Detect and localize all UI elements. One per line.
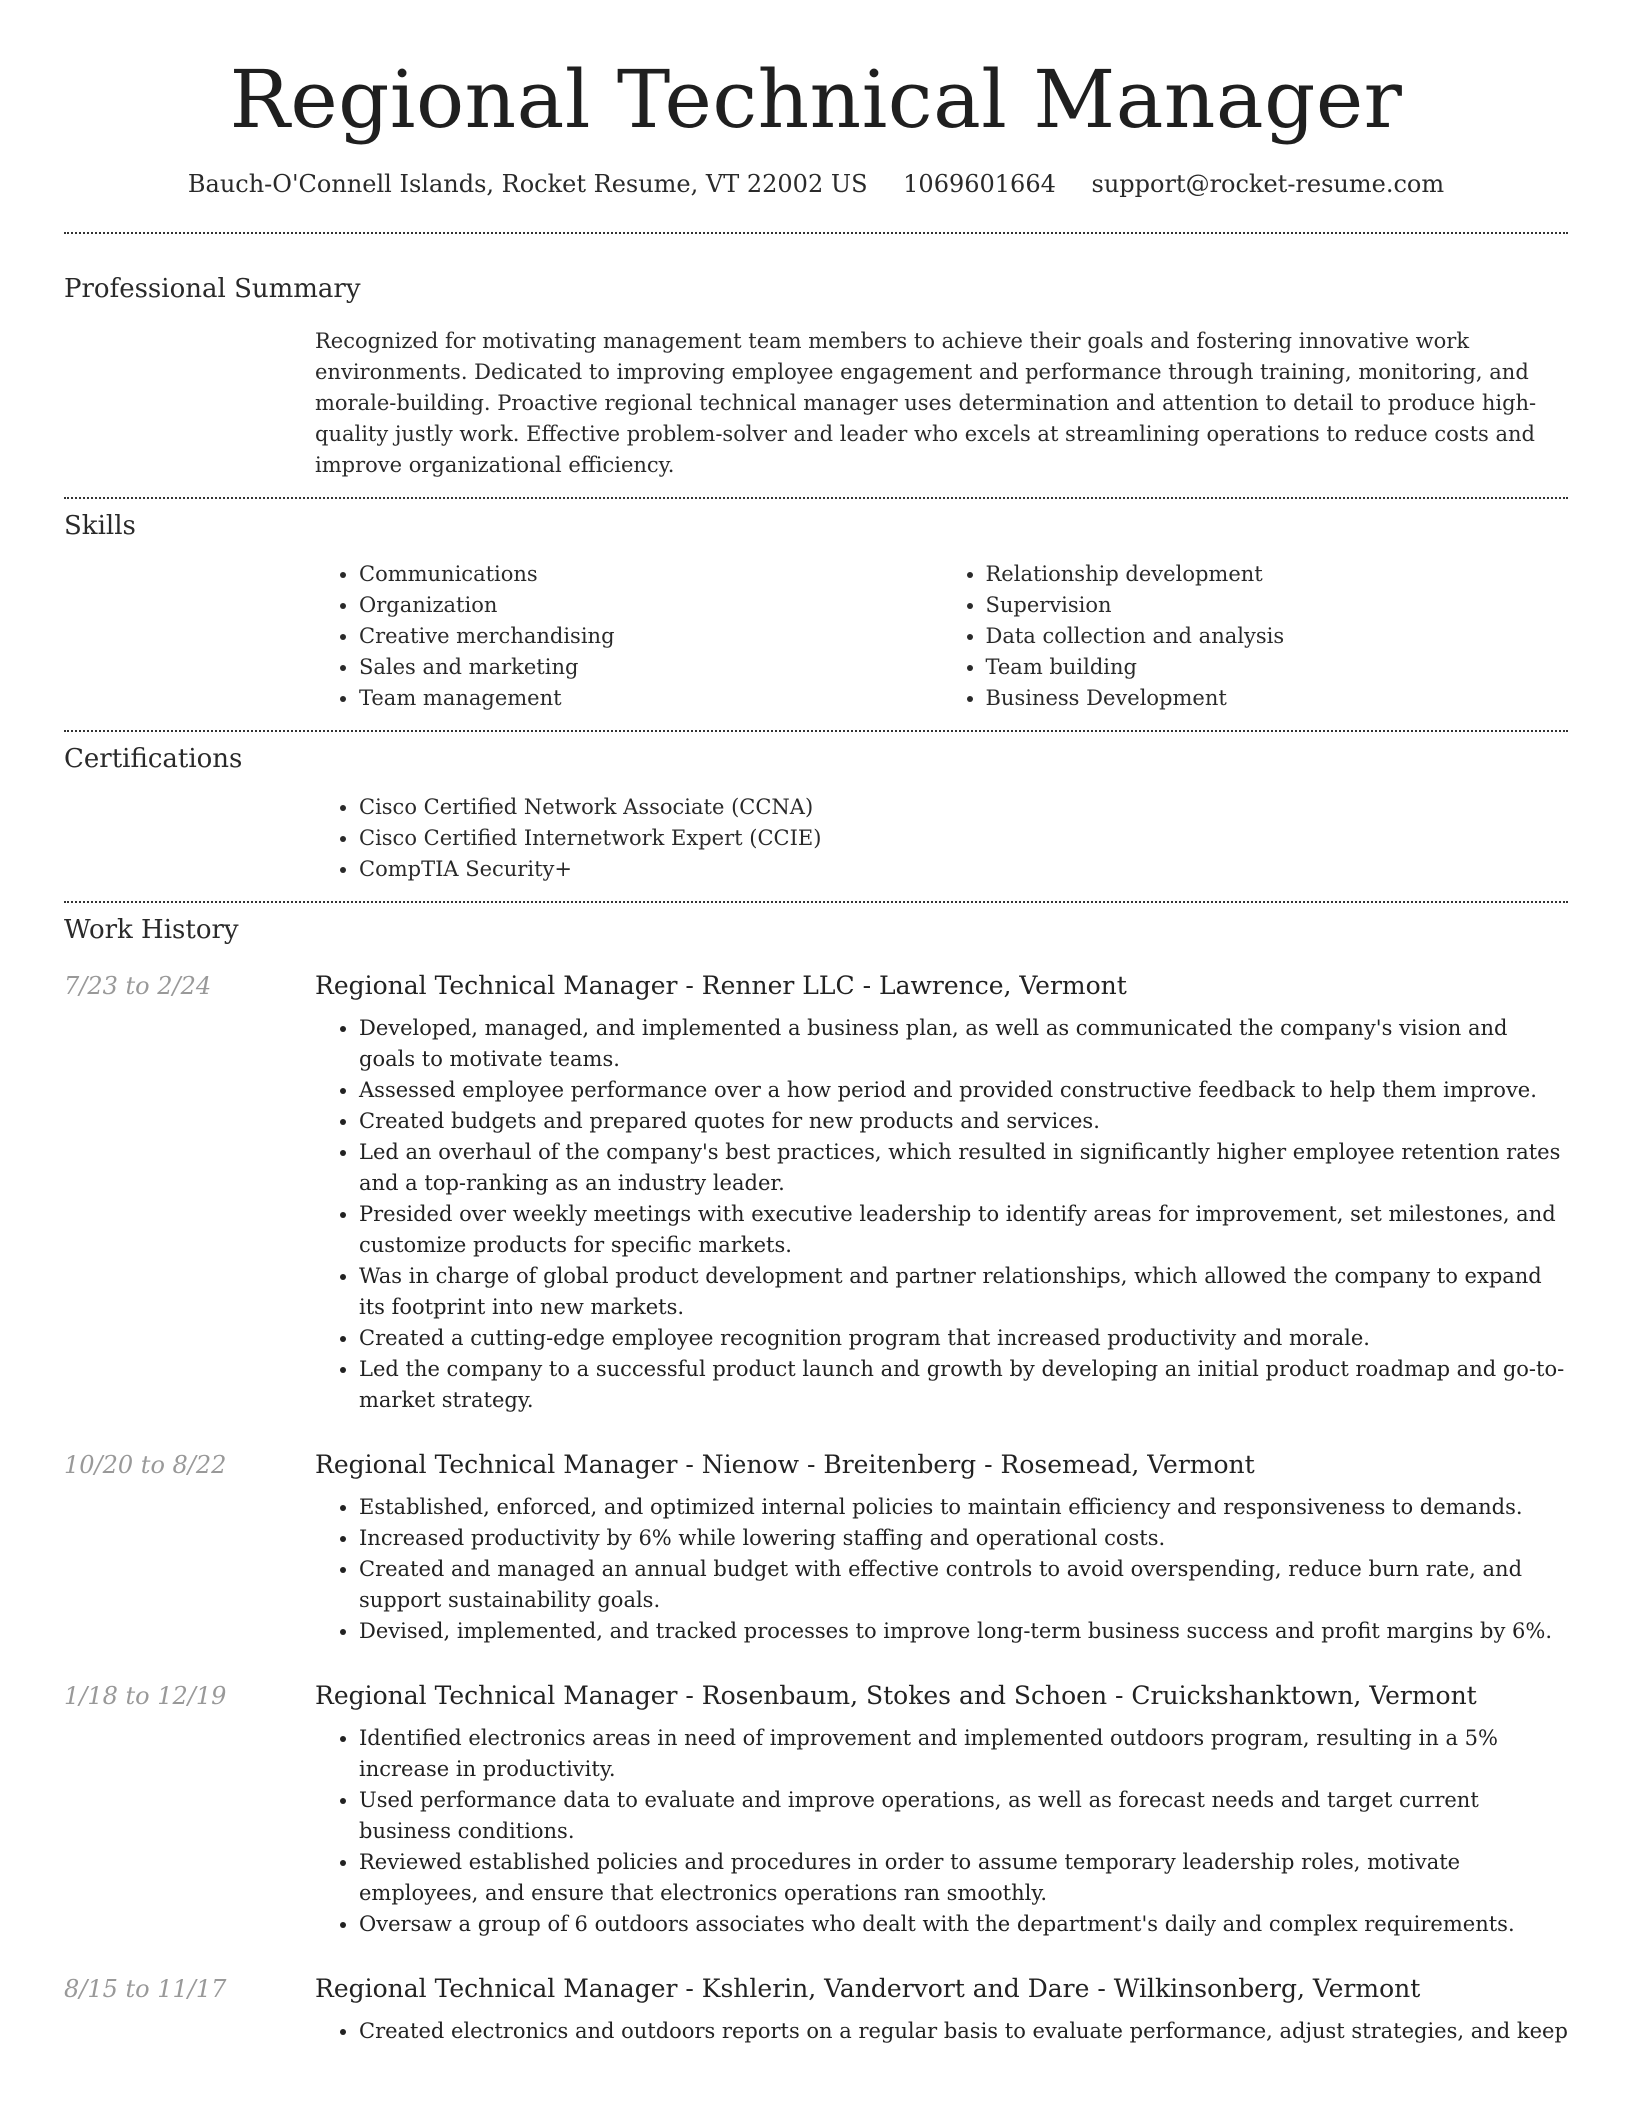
skills-column-right bbox=[942, 559, 1569, 714]
list-item: • Assessed employee performance over a how period and provided constructive feedback to help them improve. bbox=[359, 1075, 1568, 1106]
job-list bbox=[64, 969, 1568, 2047]
list-item: • Data collection and analysis bbox=[986, 621, 1569, 652]
list-item: • Presided over weekly meetings with executive leadership to identify areas for improvement, set milestones, and customize products for specific markets. bbox=[359, 1199, 1568, 1261]
work-history-section bbox=[64, 903, 1568, 2047]
list-item: • Supervision bbox=[986, 590, 1569, 621]
certifications-items bbox=[315, 792, 1568, 885]
contact-line bbox=[64, 170, 1568, 198]
list-item: • Devised, implemented, and tracked processes to improve long-term business success and profit margins by 6%. bbox=[359, 1616, 1568, 1647]
job-dates: 8/15 to 11/17 bbox=[64, 1975, 227, 2003]
contact-address: Bauch-O'Connell Islands, Rocket Resume, VT 22002 US bbox=[187, 170, 868, 198]
job-details bbox=[315, 969, 1568, 1416]
skills-column-left bbox=[315, 559, 942, 714]
work-history-heading: Work History bbox=[64, 915, 239, 945]
job-entry bbox=[64, 969, 1568, 1416]
job-dates: 10/20 to 8/22 bbox=[64, 1451, 227, 1479]
list-item: • Team building bbox=[986, 652, 1569, 683]
resume-title: Regional Technical Manager bbox=[229, 53, 1403, 146]
summary-section bbox=[64, 234, 1568, 481]
skills-list bbox=[315, 559, 1568, 714]
list-item: • Used performance data to evaluate and improve operations, as well as forecast needs and target current business conditions. bbox=[359, 1785, 1568, 1847]
job-title: Regional Technical Manager - Nienow - Breitenberg - Rosemead, Vermont bbox=[315, 1450, 1255, 1479]
job-details bbox=[315, 1972, 1568, 2047]
job-dates: 1/18 to 12/19 bbox=[64, 1682, 227, 1710]
certifications-section bbox=[64, 732, 1568, 885]
job-details bbox=[315, 1679, 1568, 1940]
job-title: Regional Technical Manager - Kshlerin, Vandervort and Dare - Wilkinsonberg, Vermont bbox=[315, 1974, 1421, 2003]
contact-email: support@rocket-resume.com bbox=[1091, 170, 1445, 198]
list-item: • Relationship development bbox=[986, 559, 1569, 590]
list-item: • Created a cutting-edge employee recognition program that increased productivity and morale. bbox=[359, 1323, 1568, 1354]
job-title: Regional Technical Manager - Rosenbaum, Stokes and Schoen - Cruickshanktown, Vermont bbox=[315, 1681, 1477, 1710]
job-bullets bbox=[315, 1492, 1568, 1647]
list-item: • Creative merchandising bbox=[359, 621, 942, 652]
certifications-list bbox=[315, 792, 1568, 885]
list-item: • Led the company to a successful product launch and growth by developing an initial product roadmap and go-to-market strategy. bbox=[359, 1354, 1568, 1416]
list-item: • Cisco Certified Internetwork Expert (CCIE) bbox=[359, 823, 1568, 854]
list-item: • Led an overhaul of the company's best practices, which resulted in significantly higher employee retention rates and a top-ranking as an industry leader. bbox=[359, 1137, 1568, 1199]
job-entry bbox=[64, 1972, 1568, 2047]
job-entry bbox=[64, 1679, 1568, 1940]
list-item: • Increased productivity by 6% while lowering staffing and operational costs. bbox=[359, 1523, 1568, 1554]
certifications-heading: Certifications bbox=[64, 744, 243, 774]
list-item: • Developed, managed, and implemented a business plan, as well as communicated the company's vision and goals to motivate teams. bbox=[359, 1013, 1568, 1075]
job-bullets bbox=[315, 1723, 1568, 1940]
summary-heading: Professional Summary bbox=[64, 274, 361, 304]
list-item: • Communications bbox=[359, 559, 942, 590]
list-item: • Identified electronics areas in need of improvement and implemented outdoors program, resulting in a 5% increase in productivity. bbox=[359, 1723, 1568, 1785]
skills-heading: Skills bbox=[64, 511, 136, 541]
list-item: • Sales and marketing bbox=[359, 652, 942, 683]
list-item: • CompTIA Security+ bbox=[359, 854, 1568, 885]
list-item: • Was in charge of global product development and partner relationships, which allowed the company to expand its footprint into new markets. bbox=[359, 1261, 1568, 1323]
contact-phone: 1069601664 bbox=[903, 170, 1056, 198]
job-bullets bbox=[315, 1013, 1568, 1416]
summary-text: Recognized for motivating management team members to achieve their goals and fostering innovative work environments. Dedicated to improving employee engagement and performance through training, monitoring, and morale-building. Proactive regional technical manager uses determination and attention to detail to produce high-quality justly work. Effective problem-solver and leader who excels at streamlining operations to reduce costs and improve organizational efficiency. bbox=[315, 329, 1537, 477]
list-item: • Team management bbox=[359, 683, 942, 714]
list-item: • Cisco Certified Network Associate (CCNA) bbox=[359, 792, 1568, 823]
list-item: • Created and managed an annual budget with effective controls to avoid overspending, reduce burn rate, and support sustainability goals. bbox=[359, 1554, 1568, 1616]
list-item: • Organization bbox=[359, 590, 942, 621]
job-entry bbox=[64, 1448, 1568, 1647]
skills-section bbox=[64, 499, 1568, 714]
list-item: • Oversaw a group of 6 outdoors associates who dealt with the department's daily and complex requirements. bbox=[359, 1909, 1568, 1940]
list-item: • Established, enforced, and optimized internal policies to maintain efficiency and responsiveness to demands. bbox=[359, 1492, 1568, 1523]
list-item: • Created electronics and outdoors reports on a regular basis to evaluate performance, adjust strategies, and keep bbox=[359, 2016, 1568, 2047]
job-title: Regional Technical Manager - Renner LLC - Lawrence, Vermont bbox=[315, 971, 1127, 1000]
list-item: • Created budgets and prepared quotes for new products and services. bbox=[359, 1106, 1568, 1137]
list-item: • Business Development bbox=[986, 683, 1569, 714]
list-item: • Reviewed established policies and procedures in order to assume temporary leadership roles, motivate employees, and ensure that electronics operations ran smoothly. bbox=[359, 1847, 1568, 1909]
job-dates: 7/23 to 2/24 bbox=[64, 972, 212, 1000]
job-bullets bbox=[315, 2016, 1568, 2047]
job-details bbox=[315, 1448, 1568, 1647]
